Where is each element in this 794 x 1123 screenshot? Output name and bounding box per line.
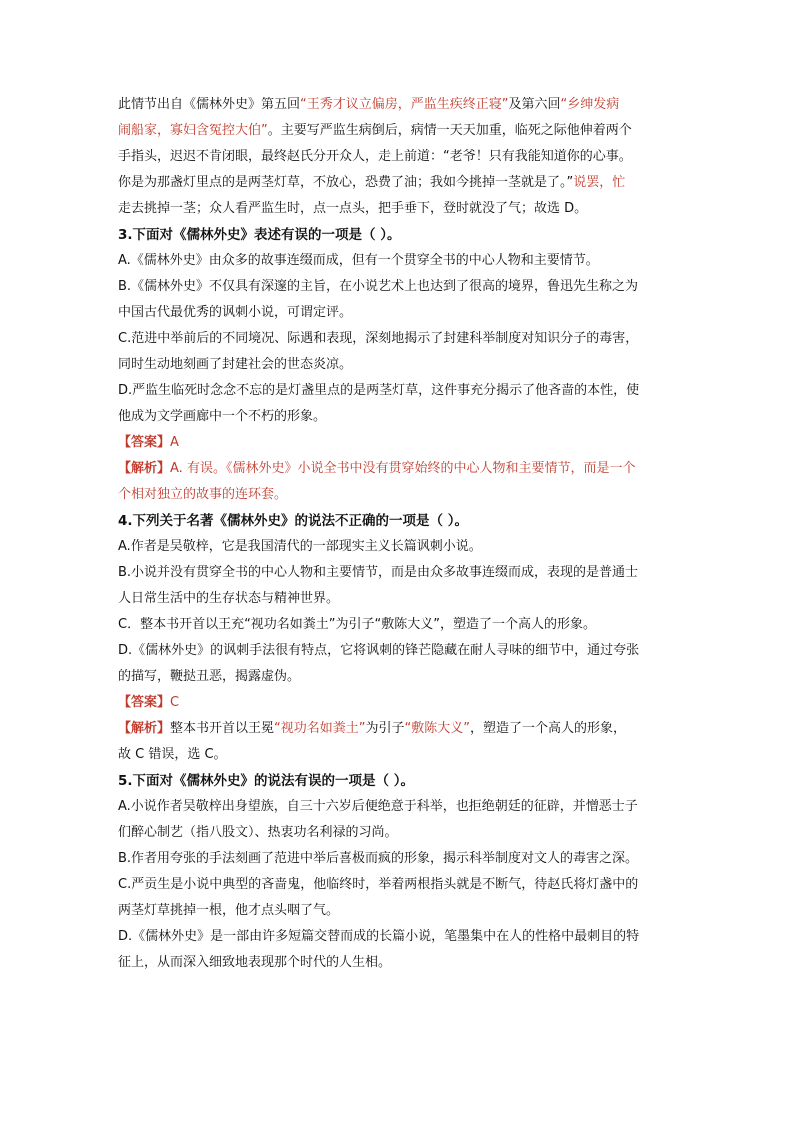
q5-option-a: A.小说作者吴敬梓出身望族，自三十六岁后便绝意于科举，也拒绝朝廷的征辟，并憎恶士子 (118, 799, 638, 814)
chapter-title-quote: “乡绅发病 (560, 97, 620, 112)
answer-value: C (170, 695, 180, 710)
q5-option-a-cont: 们醉心制艺（指八股文）、热衷功名利禄的习尚。 (118, 825, 398, 840)
chapter-title-quote: 闹船家，寡妇含冤控大伯” (118, 123, 268, 138)
q4-option-c: C．整本书开首以王充“视功名如粪土”为引子“敷陈大义”，塑造了一个高人的形象。 (118, 617, 597, 632)
intro-text: 及第六回 (508, 97, 561, 112)
q3-option-d: D.严监生临死时念念不忘的是灯盏里点的是两茎灯草，这件事充分揭示了他吝啬的本性，使 (118, 383, 640, 398)
q4-option-b-cont: 人日常生活中的生存状态与精神世界。 (118, 591, 340, 606)
q4-option-b: B.小说并没有贯穿全书的中心人物和主要情节，而是由众多故事连缀而成，表现的是普通士 (118, 565, 639, 580)
analysis-tag: 【解析】 (118, 721, 171, 736)
analysis-text: 整本书开首以王冕 (170, 721, 275, 736)
analysis-text: A. 有误。《儒林外史》小说全书中没有贯穿始终的中心人物和主要情节，而是一个 (170, 461, 636, 476)
q5-option-d-cont: 征上，从而深入细致地表现那个时代的人生相。 (118, 955, 392, 970)
q4-option-d: D.《儒林外史》的讽刺手法很有特点，它将讽刺的锋芒隐藏在耐人寻味的细节中，通过夸张 (118, 643, 640, 658)
q5-option-c: C.严贡生是小说中典型的吝啬鬼，他临终时，举着两根指头就是不断气，待赵氏将灯盏中的 (118, 877, 639, 892)
chapter-title-quote: “王秀才议立偏房，严监生疾终正寝” (300, 97, 509, 112)
q3-analysis (118, 456, 678, 482)
q4-answer (118, 690, 678, 716)
analysis-text: 为引子 (365, 721, 405, 736)
answer-value: A (170, 435, 179, 450)
q3-analysis-cont: 个相对独立的故事的连环套。 (118, 487, 288, 502)
intro-line-4 (118, 170, 678, 196)
q3-option-a: A.《儒林外史》由众多的故事连缀而成，但有一个贯穿全书的中心人物和主要情节。 (118, 253, 599, 268)
analysis-tag: 【解析】 (118, 461, 171, 476)
q4-option-a: A.作者是吴敬梓，它是我国清代的一部现实主义长篇讽刺小说。 (118, 539, 482, 554)
intro-line-2 (118, 118, 678, 144)
intro-line-1 (118, 92, 678, 118)
q4-analysis (118, 716, 678, 742)
q3-option-d-cont: 他成为文学画廊中一个不朽的形象。 (118, 409, 327, 424)
question-4-title: 4.下列关于名著《儒林外史》的说法不正确的一项是（ ）。 (118, 513, 468, 529)
q3-option-c-cont: 同时生动地刻画了封建社会的世态炎凉。 (118, 357, 353, 372)
intro-red-text: 说罢，忙 (573, 175, 626, 190)
intro-line-5: 走去挑掉一茎；众人看严监生时，点一点头，把手垂下，登时就没了气；故选 D。 (118, 201, 588, 216)
answer-tag: 【答案】 (118, 695, 171, 710)
q5-option-b: B.作者用夸张的手法刻画了范进中举后喜极而疯的形象，揭示科举制度对文人的毒害之深。 (118, 851, 639, 866)
question-3-title: 3.下面对《儒林外史》表述有误的一项是（ ）。 (118, 227, 401, 243)
intro-text: 。主要写严监生病倒后，病情一天天加重，临死之际他伸着两个 (267, 123, 632, 138)
q5-option-d: D.《儒林外史》是一部由许多短篇交替而成的长篇小说，笔墨集中在人的性格中最刺目的特 (118, 929, 640, 944)
analysis-text: ，塑造了一个高人的形象， (470, 721, 627, 736)
question-5-title: 5.下面对《儒林外史》的说法有误的一项是（ ）。 (118, 773, 414, 789)
q5-option-c-cont: 两茎灯草挑掉一根，他才点头咽了气。 (118, 903, 340, 918)
document-page (118, 92, 678, 976)
intro-line-3: 手指头，迟迟不肯闭眼，最终赵氏分开众人，走上前道：“老爷！只有我能知道你的心事。 (118, 149, 632, 164)
analysis-quote: “敷陈大义” (404, 721, 471, 736)
q3-option-c: C.范进中举前后的不同境况、际遇和表现，深刻地揭示了封建科举制度对知识分子的毒害， (118, 331, 639, 346)
intro-text: 你是为那盏灯里点的是两茎灯草，不放心，恐费了油；我如今挑掉一茎就是了。” (118, 175, 574, 190)
q3-option-b: B.《儒林外史》不仅具有深邃的主旨，在小说艺术上也达到了很高的境界，鲁迅先生称之为 (118, 279, 639, 294)
q3-answer (118, 430, 678, 456)
intro-text: 此情节出自《儒林外史》第五回 (118, 97, 301, 112)
analysis-quote: “视功名如粪土” (274, 721, 366, 736)
q3-option-b-cont: 中国古代最优秀的讽刺小说，可谓定评。 (118, 305, 353, 320)
q4-analysis-cont: 故 C 错误，选 C。 (118, 747, 227, 762)
answer-tag: 【答案】 (118, 435, 171, 450)
q4-option-d-cont: 的描写，鞭挞丑恶，揭露虚伪。 (118, 669, 301, 684)
